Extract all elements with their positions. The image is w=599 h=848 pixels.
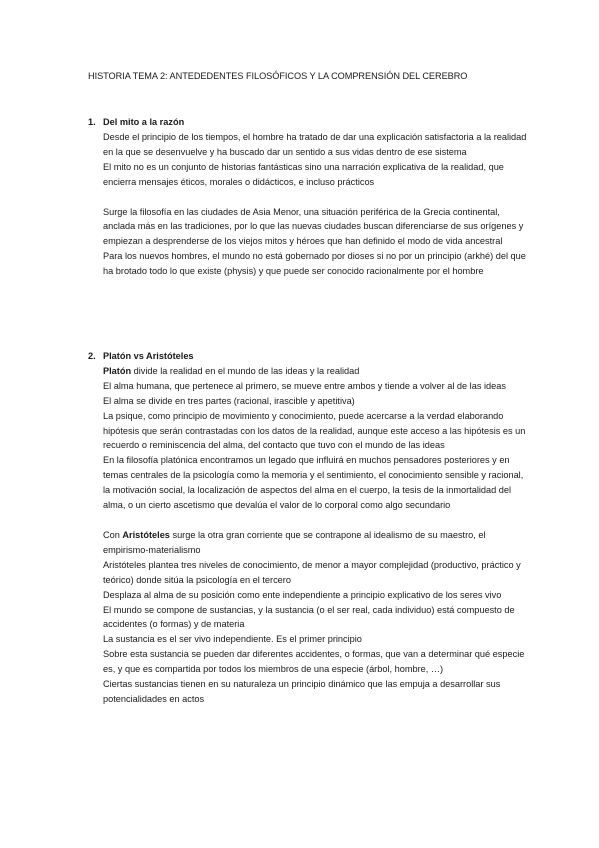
paragraph: Sobre esta sustancia se pueden dar diferentes accidentes, o formas, que van a determinar qué especie es, y que es compartida por todos los miembros de una especie (árbol, hombre, …) <box>103 649 525 675</box>
paragraph: El mundo se compone de sustancias, y la sustancia (o el ser real, cada individuo) está compuesto de accidentes (o formas) y de materia <box>103 604 515 630</box>
section-del-mito-a-la-razon <box>88 115 528 279</box>
paragraph: Desde el principio de los tiempos, el hombre ha tratado de dar una explicación satisfactoria a la realidad en la que se desenvuelve y ha buscado dar un sentido a sus vidas dentro de ese sistema <box>103 131 527 157</box>
paragraph: Para los nuevos hombres, el mundo no está gobernado por dioses si no por un principio (arkhé) del que ha brotado todo lo que existe (physis) y que puede ser conocido racionalmente por el hombre <box>103 251 526 277</box>
paragraph: Aristóteles plantea tres niveles de conocimiento, de menor a mayor complejidad (productivo, práctico y teórico) donde sitúa la psicología en el tercero <box>103 559 521 585</box>
section-platon-vs-aristoteles <box>88 349 528 707</box>
paragraph: Ciertas sustancias tienen en su naturaleza un principio dinámico que las empuja a desarrollar sus potencialidades en actos <box>103 679 501 704</box>
paragraph-text: divide la realidad en el mundo de las ideas y la realidad <box>131 365 360 376</box>
section-heading <box>88 349 528 364</box>
paragraph-text: Con <box>103 529 123 540</box>
blank-line <box>103 190 528 205</box>
paragraph: El alma se divide en tres partes (racional, irascible y apetitiva) <box>103 395 355 406</box>
paragraph-text: surge la otra gran corriente que se contrapone al idealismo de su maestro, el empirismo-materialismo <box>103 529 486 555</box>
paragraph: En la filosofía platónica encontramos un legado que influirá en muchos pensadores posteriores y en temas centrales de la psicología como la memoria y el sentimiento, el conocimiento sensible y racional, la motivación social, la localización de aspectos del alma en el cuerpo, la tesis de la inmortalidad del alma, o un cierto ascetismo que devalúa el valor de lo corporal como algo secundario <box>103 455 524 511</box>
section-title: Platón vs Aristóteles <box>103 351 194 361</box>
paragraph <box>103 364 528 379</box>
paragraph: La sustancia es el ser vivo independiente. Es el primer principio <box>103 634 362 645</box>
paragraph <box>103 528 528 558</box>
bold-term-aristoteles: Aristóteles <box>122 529 170 540</box>
paragraph: La psique, como principio de movimiento y conocimiento, puede acercarse a la verdad elaborando hipótesis que serán contrastadas con los datos de la realidad, aunque este acceso a las hipótesis es un recuerdo o reminiscencia del alma, del contacto que tuvo con el mundo de las ideas <box>103 410 526 451</box>
section-number: 1. <box>88 117 96 127</box>
section-title: Del mito a la razón <box>103 117 185 127</box>
paragraph: El mito no es un conjunto de historias fantásticas sino una narración explicativa de la realidad, que encierra mensajes éticos, morales o didácticos, e incluso prácticos <box>103 161 504 187</box>
paragraph: Desplaza al alma de su posición como ente independiente a principio explicativo de los seres vivo <box>103 589 502 600</box>
bold-term-platon: Platón <box>103 365 132 376</box>
paragraph: El alma humana, que pertenece al primero, se mueve entre ambos y tiende a volver al de las ideas <box>103 380 506 391</box>
section-body <box>88 130 528 279</box>
section-number: 2. <box>88 351 96 361</box>
paragraph: Surge la filosofía en las ciudades de Asia Menor, una situación periférica de la Grecia continental, anclada más en las tradiciones, por lo que las nuevas ciudades buscan diferenciarse de sus orígenes y empiezan a desprenderse de los viejos mitos y héroes que han definido el modo de vida ancestral <box>103 206 524 247</box>
document-title: HISTORIA TEMA 2: ANTEDEDENTES FILOSÓFICOS Y LA COMPRENSIÓN DEL CEREBRO <box>88 71 468 81</box>
section-heading <box>88 115 528 130</box>
blank-line <box>103 513 528 528</box>
section-body <box>88 364 528 707</box>
